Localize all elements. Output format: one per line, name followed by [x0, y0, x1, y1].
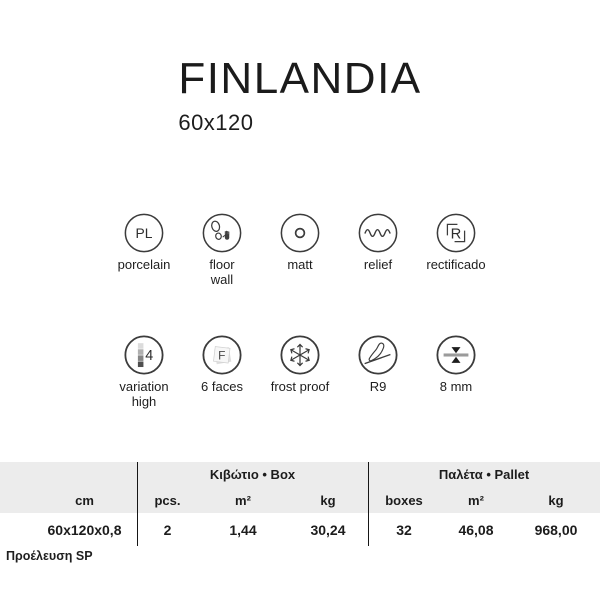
table-row: [0, 513, 600, 546]
relief-icon: [357, 212, 399, 254]
table-group-header-row: [0, 462, 600, 487]
slip-rating-icon: [357, 334, 399, 376]
feature-rectificado: [417, 212, 495, 287]
title-block: [0, 56, 600, 136]
col-header-m2-pallet: m²: [468, 492, 484, 508]
col-header-boxes: boxes: [385, 492, 423, 508]
feature-label: rectificado: [426, 257, 486, 272]
cell-size: 60x120x0,8: [47, 521, 122, 538]
product-title: FINLANDIA: [178, 54, 422, 103]
porcelain-icon: [123, 212, 165, 254]
cell-m2-pallet: 46,08: [458, 521, 494, 538]
feature-label: floor: [209, 257, 235, 272]
packaging-table: [0, 462, 600, 546]
group-header-pallet: Παλέτα • Pallet: [438, 467, 530, 482]
feature-row-2: [0, 334, 600, 409]
group-header-empty: [0, 462, 137, 487]
faces-icon: [201, 334, 243, 376]
thickness-icon: [435, 334, 477, 376]
feature-variation-high: [105, 334, 183, 409]
feature-label: 6 faces: [201, 379, 243, 394]
col-header-cm: cm: [75, 492, 94, 508]
feature-porcelain: [105, 212, 183, 287]
frost-proof-icon: [279, 334, 321, 376]
cell-m2-box: 1,44: [229, 521, 257, 538]
feature-label-line2: wall: [210, 272, 234, 287]
svg-text:4: 4: [145, 347, 154, 364]
feature-label: porcelain: [117, 257, 171, 272]
cell-boxes: 32: [396, 521, 412, 538]
col-header-m2-box: m²: [235, 492, 251, 508]
feature-label: R9: [369, 379, 387, 394]
feature-relief: [339, 212, 417, 287]
col-header-kg-box: kg: [320, 492, 336, 508]
feature-label: variation: [119, 379, 169, 394]
feature-label: relief: [363, 257, 393, 272]
feature-frost-proof: [261, 334, 339, 409]
feature-label: frost proof: [270, 379, 330, 394]
feature-row-1: [0, 212, 600, 287]
floor-wall-icon: [201, 212, 243, 254]
table-divider-2: [368, 462, 370, 546]
cell-kg-pallet: 968,00: [534, 521, 578, 538]
col-header-pcs: pcs.: [154, 492, 181, 508]
feature-label-line2: high: [131, 394, 157, 409]
product-size: 60x120: [178, 110, 254, 136]
table-divider-1: [137, 462, 139, 546]
feature-r9: [339, 334, 417, 409]
group-header-box: Κιβώτιο • Box: [209, 467, 296, 482]
cell-kg-box: 30,24: [310, 521, 346, 538]
variation-icon: [123, 334, 165, 376]
cell-pcs: 2: [163, 521, 172, 538]
feature-thickness: [417, 334, 495, 409]
svg-text:R: R: [450, 226, 462, 243]
feature-matt: [261, 212, 339, 287]
col-header-kg-pallet: kg: [548, 492, 564, 508]
feature-label: matt: [287, 257, 313, 272]
svg-text:PL: PL: [135, 224, 153, 241]
feature-6-faces: [183, 334, 261, 409]
svg-text:F: F: [218, 348, 226, 363]
origin-note: Προέλευση SP: [6, 549, 93, 563]
feature-floor-wall: [183, 212, 261, 287]
table-column-header-row: [0, 487, 600, 513]
feature-label: 8 mm: [439, 379, 473, 394]
matt-icon: [279, 212, 321, 254]
rectified-icon: [435, 212, 477, 254]
